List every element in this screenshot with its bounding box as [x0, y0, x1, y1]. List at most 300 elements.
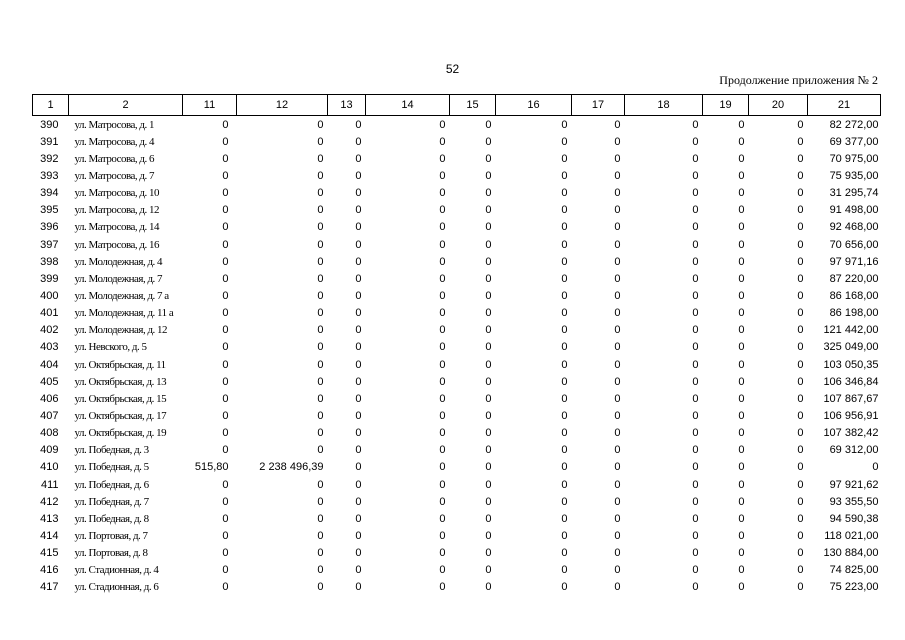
value-cell-c11: 0 — [222, 375, 229, 388]
address-cell: ул. Невского, д. 5 — [74, 341, 147, 354]
value-cell-c20: 0 — [797, 358, 804, 371]
value-cell-c12: 2 238 496,39 — [259, 461, 324, 474]
value-cell-c18: 0 — [692, 547, 699, 560]
value-cell-c14: 0 — [439, 272, 446, 285]
value-cell-c19: 0 — [738, 187, 745, 200]
value-cell-c11: 0 — [222, 392, 229, 405]
value-cell-c21: 121 442,00 — [823, 324, 879, 337]
row-number-cell: 414 — [40, 529, 59, 542]
value-cell-c16: 0 — [561, 152, 568, 165]
column-header: 16 — [496, 95, 572, 116]
row-number-cell: 410 — [40, 461, 59, 474]
value-cell-c18: 0 — [692, 564, 699, 577]
value-cell-c15: 0 — [485, 135, 492, 148]
value-cell-c14: 0 — [439, 118, 446, 131]
row-number-cell: 390 — [40, 118, 59, 131]
value-cell-c15: 0 — [485, 495, 492, 508]
value-cell-c12: 0 — [317, 135, 324, 148]
table-row — [33, 253, 881, 270]
value-cell-c20: 0 — [797, 118, 804, 131]
value-cell-c13: 0 — [355, 444, 362, 457]
value-cell-c19: 0 — [738, 581, 745, 594]
value-cell-c20: 0 — [797, 324, 804, 337]
value-cell-c15: 0 — [485, 324, 492, 337]
value-cell-c15: 0 — [485, 512, 492, 525]
value-cell-c20: 0 — [797, 307, 804, 320]
table-header-row — [33, 95, 881, 116]
value-cell-c11: 0 — [222, 427, 229, 440]
value-cell-c16: 0 — [561, 547, 568, 560]
value-cell-c11: 0 — [222, 255, 229, 268]
value-cell-c21: 103 050,35 — [823, 358, 879, 371]
table-row — [33, 562, 881, 579]
row-number-cell: 406 — [40, 392, 59, 405]
value-cell-c16: 0 — [561, 135, 568, 148]
value-cell-c11: 0 — [222, 564, 229, 577]
address-cell: ул. Молодежная, д. 7 а — [74, 289, 169, 302]
value-cell-c13: 0 — [355, 341, 362, 354]
value-cell-c12: 0 — [317, 564, 324, 577]
value-cell-c21: 86 198,00 — [829, 307, 879, 320]
value-cell-c16: 0 — [561, 529, 568, 542]
value-cell-c11: 0 — [222, 529, 229, 542]
value-cell-c19: 0 — [738, 135, 745, 148]
value-cell-c19: 0 — [738, 307, 745, 320]
value-cell-c11: 0 — [222, 444, 229, 457]
value-cell-c13: 0 — [355, 307, 362, 320]
value-cell-c11: 0 — [222, 204, 229, 217]
address-cell: ул. Победная, д. 3 — [74, 444, 149, 457]
value-cell-c12: 0 — [317, 152, 324, 165]
column-header: 20 — [749, 95, 808, 116]
value-cell-c16: 0 — [561, 375, 568, 388]
value-cell-c13: 0 — [355, 118, 362, 131]
value-cell-c17: 0 — [614, 118, 621, 131]
value-cell-c19: 0 — [738, 392, 745, 405]
address-cell: ул. Октябрьская, д. 13 — [74, 375, 167, 388]
table-row — [33, 390, 881, 407]
value-cell-c17: 0 — [614, 272, 621, 285]
value-cell-c13: 0 — [355, 427, 362, 440]
value-cell-c19: 0 — [738, 169, 745, 182]
value-cell-c15: 0 — [485, 564, 492, 577]
value-cell-c20: 0 — [797, 169, 804, 182]
value-cell-c16: 0 — [561, 255, 568, 268]
value-cell-c18: 0 — [692, 409, 699, 422]
value-cell-c18: 0 — [692, 204, 699, 217]
value-cell-c17: 0 — [614, 478, 621, 491]
value-cell-c14: 0 — [439, 444, 446, 457]
value-cell-c21: 106 346,84 — [823, 375, 879, 388]
value-cell-c16: 0 — [561, 307, 568, 320]
value-cell-c20: 0 — [797, 495, 804, 508]
value-cell-c18: 0 — [692, 461, 699, 474]
value-cell-c20: 0 — [797, 512, 804, 525]
table-body — [33, 116, 881, 596]
row-number-cell: 395 — [40, 204, 59, 217]
value-cell-c14: 0 — [439, 358, 446, 371]
table-row — [33, 476, 881, 493]
value-cell-c16: 0 — [561, 118, 568, 131]
row-number-cell: 391 — [40, 135, 59, 148]
value-cell-c13: 0 — [355, 238, 362, 251]
value-cell-c13: 0 — [355, 272, 362, 285]
value-cell-c15: 0 — [485, 341, 492, 354]
value-cell-c12: 0 — [317, 427, 324, 440]
value-cell-c19: 0 — [738, 358, 745, 371]
value-cell-c15: 0 — [485, 118, 492, 131]
value-cell-c15: 0 — [485, 255, 492, 268]
address-cell: ул. Победная, д. 6 — [74, 478, 149, 491]
value-cell-c20: 0 — [797, 255, 804, 268]
value-cell-c17: 0 — [614, 238, 621, 251]
value-cell-c13: 0 — [355, 221, 362, 234]
value-cell-c18: 0 — [692, 581, 699, 594]
value-cell-c11: 0 — [222, 272, 229, 285]
table-row — [33, 202, 881, 219]
value-cell-c18: 0 — [692, 152, 699, 165]
value-cell-c13: 0 — [355, 152, 362, 165]
table-row — [33, 493, 881, 510]
value-cell-c11: 0 — [222, 152, 229, 165]
row-number-cell: 413 — [40, 512, 59, 525]
value-cell-c19: 0 — [738, 427, 745, 440]
value-cell-c16: 0 — [561, 392, 568, 405]
address-cell: ул. Матросова, д. 10 — [74, 187, 160, 200]
value-cell-c11: 0 — [222, 187, 229, 200]
value-cell-c12: 0 — [317, 581, 324, 594]
value-cell-c17: 0 — [614, 444, 621, 457]
value-cell-c19: 0 — [738, 255, 745, 268]
value-cell-c17: 0 — [614, 495, 621, 508]
address-cell: ул. Молодежная, д. 4 — [74, 255, 163, 268]
value-cell-c21: 70 975,00 — [829, 152, 879, 165]
value-cell-c20: 0 — [797, 187, 804, 200]
value-cell-c20: 0 — [797, 341, 804, 354]
value-cell-c21: 75 223,00 — [829, 581, 879, 594]
row-number-cell: 402 — [40, 324, 59, 337]
value-cell-c16: 0 — [561, 478, 568, 491]
row-number-cell: 398 — [40, 255, 59, 268]
value-cell-c15: 0 — [485, 478, 492, 491]
value-cell-c12: 0 — [317, 255, 324, 268]
address-cell: ул. Матросова, д. 7 — [74, 169, 155, 182]
column-header: 19 — [703, 95, 749, 116]
value-cell-c15: 0 — [485, 204, 492, 217]
value-cell-c20: 0 — [797, 409, 804, 422]
data-table — [32, 94, 881, 596]
value-cell-c16: 0 — [561, 427, 568, 440]
value-cell-c11: 0 — [222, 358, 229, 371]
value-cell-c13: 0 — [355, 358, 362, 371]
value-cell-c17: 0 — [614, 289, 621, 302]
value-cell-c20: 0 — [797, 289, 804, 302]
value-cell-c14: 0 — [439, 375, 446, 388]
value-cell-c11: 0 — [222, 409, 229, 422]
table-row — [33, 305, 881, 322]
value-cell-c12: 0 — [317, 512, 324, 525]
value-cell-c11: 0 — [222, 495, 229, 508]
value-cell-c11: 515,80 — [194, 461, 229, 474]
row-number-cell: 401 — [40, 307, 59, 320]
value-cell-c18: 0 — [692, 529, 699, 542]
value-cell-c20: 0 — [797, 478, 804, 491]
value-cell-c17: 0 — [614, 341, 621, 354]
table-row — [33, 442, 881, 459]
value-cell-c19: 0 — [738, 547, 745, 560]
value-cell-c14: 0 — [439, 289, 446, 302]
value-cell-c14: 0 — [439, 581, 446, 594]
value-cell-c12: 0 — [317, 307, 324, 320]
value-cell-c19: 0 — [738, 529, 745, 542]
value-cell-c14: 0 — [439, 409, 446, 422]
table-row — [33, 150, 881, 167]
value-cell-c18: 0 — [692, 392, 699, 405]
value-cell-c12: 0 — [317, 444, 324, 457]
value-cell-c18: 0 — [692, 135, 699, 148]
value-cell-c17: 0 — [614, 581, 621, 594]
value-cell-c13: 0 — [355, 495, 362, 508]
row-number-cell: 416 — [40, 564, 59, 577]
value-cell-c20: 0 — [797, 238, 804, 251]
value-cell-c15: 0 — [485, 238, 492, 251]
row-number-cell: 407 — [40, 409, 59, 422]
value-cell-c20: 0 — [797, 581, 804, 594]
value-cell-c15: 0 — [485, 461, 492, 474]
value-cell-c21: 31 295,74 — [829, 187, 879, 200]
value-cell-c13: 0 — [355, 461, 362, 474]
value-cell-c18: 0 — [692, 307, 699, 320]
row-number-cell: 394 — [40, 187, 59, 200]
value-cell-c18: 0 — [692, 221, 699, 234]
table-row — [33, 133, 881, 150]
value-cell-c15: 0 — [485, 289, 492, 302]
value-cell-c21: 74 825,00 — [829, 564, 879, 577]
value-cell-c15: 0 — [485, 221, 492, 234]
value-cell-c13: 0 — [355, 135, 362, 148]
value-cell-c21: 107 382,42 — [823, 427, 879, 440]
value-cell-c17: 0 — [614, 152, 621, 165]
value-cell-c19: 0 — [738, 272, 745, 285]
address-cell: ул. Портовая, д. 7 — [74, 529, 148, 542]
value-cell-c15: 0 — [485, 444, 492, 457]
value-cell-c13: 0 — [355, 564, 362, 577]
value-cell-c19: 0 — [738, 221, 745, 234]
value-cell-c21: 93 355,50 — [829, 495, 879, 508]
value-cell-c11: 0 — [222, 341, 229, 354]
value-cell-c11: 0 — [222, 135, 229, 148]
value-cell-c19: 0 — [738, 444, 745, 457]
value-cell-c21: 97 921,62 — [829, 478, 879, 491]
value-cell-c11: 0 — [222, 478, 229, 491]
address-cell: ул. Матросова, д. 14 — [74, 221, 160, 234]
value-cell-c14: 0 — [439, 255, 446, 268]
value-cell-c19: 0 — [738, 204, 745, 217]
column-header: 11 — [183, 95, 237, 116]
value-cell-c13: 0 — [355, 478, 362, 491]
value-cell-c18: 0 — [692, 427, 699, 440]
value-cell-c18: 0 — [692, 169, 699, 182]
value-cell-c17: 0 — [614, 512, 621, 525]
value-cell-c18: 0 — [692, 289, 699, 302]
value-cell-c19: 0 — [738, 495, 745, 508]
table-row — [33, 579, 881, 596]
value-cell-c21: 69 377,00 — [829, 135, 879, 148]
value-cell-c13: 0 — [355, 547, 362, 560]
value-cell-c15: 0 — [485, 272, 492, 285]
value-cell-c16: 0 — [561, 238, 568, 251]
value-cell-c12: 0 — [317, 341, 324, 354]
column-header: 17 — [572, 95, 625, 116]
row-number-cell: 400 — [40, 289, 59, 302]
value-cell-c19: 0 — [738, 324, 745, 337]
value-cell-c15: 0 — [485, 358, 492, 371]
value-cell-c19: 0 — [738, 152, 745, 165]
value-cell-c14: 0 — [439, 238, 446, 251]
value-cell-c11: 0 — [222, 512, 229, 525]
address-cell: ул. Молодежная, д. 7 — [74, 272, 163, 285]
value-cell-c14: 0 — [439, 307, 446, 320]
value-cell-c21: 69 312,00 — [829, 444, 879, 457]
value-cell-c12: 0 — [317, 118, 324, 131]
address-cell: ул. Портовая, д. 8 — [74, 547, 148, 560]
address-cell: ул. Победная, д. 8 — [74, 512, 149, 525]
value-cell-c17: 0 — [614, 409, 621, 422]
row-number-cell: 404 — [40, 358, 59, 371]
value-cell-c14: 0 — [439, 427, 446, 440]
table-row — [33, 373, 881, 390]
column-header: 18 — [625, 95, 703, 116]
address-cell: ул. Матросова, д. 6 — [74, 152, 155, 165]
value-cell-c12: 0 — [317, 221, 324, 234]
value-cell-c18: 0 — [692, 118, 699, 131]
value-cell-c12: 0 — [317, 547, 324, 560]
value-cell-c15: 0 — [485, 581, 492, 594]
value-cell-c17: 0 — [614, 255, 621, 268]
value-cell-c17: 0 — [614, 375, 621, 388]
address-cell: ул. Октябрьская, д. 17 — [74, 409, 167, 422]
value-cell-c15: 0 — [485, 187, 492, 200]
value-cell-c15: 0 — [485, 169, 492, 182]
value-cell-c21: 70 656,00 — [829, 238, 879, 251]
value-cell-c13: 0 — [355, 204, 362, 217]
value-cell-c12: 0 — [317, 529, 324, 542]
value-cell-c21: 82 272,00 — [829, 118, 879, 131]
value-cell-c15: 0 — [485, 529, 492, 542]
value-cell-c16: 0 — [561, 272, 568, 285]
value-cell-c19: 0 — [738, 409, 745, 422]
row-number-cell: 399 — [40, 272, 59, 285]
row-number-cell: 397 — [40, 238, 59, 251]
value-cell-c12: 0 — [317, 358, 324, 371]
value-cell-c12: 0 — [317, 187, 324, 200]
value-cell-c11: 0 — [222, 307, 229, 320]
value-cell-c20: 0 — [797, 529, 804, 542]
column-header: 2 — [69, 95, 183, 116]
value-cell-c18: 0 — [692, 358, 699, 371]
value-cell-c21: 75 935,00 — [829, 169, 879, 182]
value-cell-c21: 92 468,00 — [829, 221, 879, 234]
table-row — [33, 510, 881, 527]
value-cell-c13: 0 — [355, 255, 362, 268]
value-cell-c12: 0 — [317, 324, 324, 337]
value-cell-c20: 0 — [797, 564, 804, 577]
value-cell-c16: 0 — [561, 324, 568, 337]
value-cell-c17: 0 — [614, 529, 621, 542]
value-cell-c16: 0 — [561, 409, 568, 422]
value-cell-c11: 0 — [222, 169, 229, 182]
page-number: 52 — [445, 62, 460, 76]
value-cell-c14: 0 — [439, 529, 446, 542]
address-cell: ул. Молодежная, д. 11 а — [74, 307, 174, 320]
value-cell-c19: 0 — [738, 512, 745, 525]
value-cell-c18: 0 — [692, 444, 699, 457]
value-cell-c12: 0 — [317, 289, 324, 302]
value-cell-c21: 97 971,16 — [829, 255, 879, 268]
row-number-cell: 396 — [40, 221, 59, 234]
value-cell-c15: 0 — [485, 409, 492, 422]
row-number-cell: 392 — [40, 152, 59, 165]
value-cell-c17: 0 — [614, 461, 621, 474]
value-cell-c20: 0 — [797, 444, 804, 457]
value-cell-c12: 0 — [317, 272, 324, 285]
value-cell-c16: 0 — [561, 581, 568, 594]
value-cell-c13: 0 — [355, 529, 362, 542]
value-cell-c20: 0 — [797, 135, 804, 148]
value-cell-c20: 0 — [797, 392, 804, 405]
value-cell-c21: 94 590,38 — [829, 512, 879, 525]
row-number-cell: 409 — [40, 444, 59, 457]
value-cell-c21: 0 — [872, 461, 879, 474]
value-cell-c16: 0 — [561, 512, 568, 525]
value-cell-c12: 0 — [317, 204, 324, 217]
value-cell-c19: 0 — [738, 341, 745, 354]
value-cell-c16: 0 — [561, 461, 568, 474]
value-cell-c11: 0 — [222, 118, 229, 131]
value-cell-c15: 0 — [485, 152, 492, 165]
value-cell-c14: 0 — [439, 204, 446, 217]
address-cell: ул. Октябрьская, д. 11 — [74, 358, 166, 371]
value-cell-c20: 0 — [797, 204, 804, 217]
value-cell-c18: 0 — [692, 512, 699, 525]
value-cell-c18: 0 — [692, 478, 699, 491]
value-cell-c17: 0 — [614, 307, 621, 320]
value-cell-c12: 0 — [317, 375, 324, 388]
value-cell-c14: 0 — [439, 547, 446, 560]
value-cell-c18: 0 — [692, 255, 699, 268]
value-cell-c16: 0 — [561, 444, 568, 457]
value-cell-c16: 0 — [561, 358, 568, 371]
table-row — [33, 407, 881, 424]
row-number-cell: 412 — [40, 495, 59, 508]
value-cell-c20: 0 — [797, 461, 804, 474]
value-cell-c14: 0 — [439, 341, 446, 354]
value-cell-c11: 0 — [222, 581, 229, 594]
column-header: 12 — [237, 95, 328, 116]
value-cell-c21: 118 021,00 — [824, 529, 879, 542]
value-cell-c16: 0 — [561, 221, 568, 234]
value-cell-c12: 0 — [317, 495, 324, 508]
value-cell-c14: 0 — [439, 221, 446, 234]
row-number-cell: 408 — [40, 427, 59, 440]
value-cell-c14: 0 — [439, 152, 446, 165]
value-cell-c21: 106 956,91 — [823, 409, 879, 422]
value-cell-c21: 107 867,67 — [823, 392, 879, 405]
value-cell-c15: 0 — [485, 547, 492, 560]
address-cell: ул. Матросова, д. 1 — [74, 118, 155, 131]
table-row — [33, 185, 881, 202]
value-cell-c11: 0 — [222, 547, 229, 560]
